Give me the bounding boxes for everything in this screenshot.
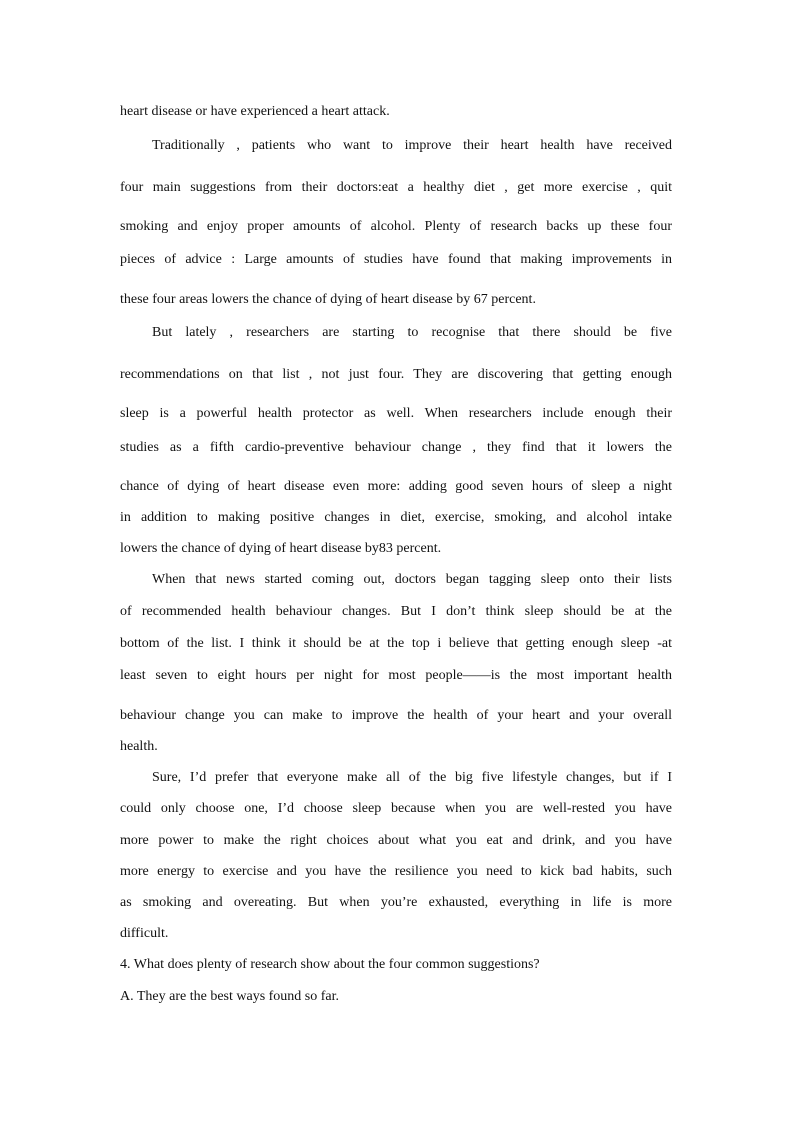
answer-option-a: A. They are the best ways found so far. bbox=[120, 989, 340, 1004]
passage-line: Traditionally , patients who want to improve their heart health have received bbox=[152, 138, 672, 153]
passage-line: these four areas lowers the chance of dying of heart disease by 67 percent. bbox=[120, 292, 536, 307]
passage-line: behaviour change you can make to improve the health of your heart and your overall bbox=[120, 708, 672, 723]
passage-line: Sure, I’d prefer that everyone make all of the big five lifestyle changes, but if I bbox=[152, 770, 672, 785]
passage-line: heart disease or have experienced a heart attack. bbox=[120, 104, 390, 119]
passage-line: pieces of advice : Large amounts of studies have found that making improvements in bbox=[120, 252, 672, 267]
passage-line: smoking and enjoy proper amounts of alcohol. Plenty of research backs up these four bbox=[120, 219, 672, 234]
passage-line: health. bbox=[120, 739, 158, 754]
passage-line: But lately , researchers are starting to recognise that there should be five bbox=[152, 325, 672, 340]
passage-line: recommendations on that list , not just four. They are discovering that getting enough bbox=[120, 367, 672, 382]
passage-line: difficult. bbox=[120, 926, 169, 941]
passage-line: four main suggestions from their doctors:eat a healthy diet , get more exercise , quit bbox=[120, 180, 672, 195]
passage-line: sleep is a powerful health protector as well. When researchers include enough their bbox=[120, 406, 672, 421]
passage-line: of recommended health behaviour changes. But I don’t think sleep should be at the bbox=[120, 604, 672, 619]
passage-line: chance of dying of heart disease even more: adding good seven hours of sleep a night bbox=[120, 479, 672, 494]
passage-line: could only choose one, I’d choose sleep because when you are well-rested you have bbox=[120, 801, 672, 816]
passage-line: When that news started coming out, doctors began tagging sleep onto their lists bbox=[152, 572, 672, 587]
passage-line: studies as a fifth cardio-preventive behaviour change , they find that it lowers the bbox=[120, 440, 672, 455]
passage-line: bottom of the list. I think it should be at the top i believe that getting enough sleep -at bbox=[120, 636, 672, 651]
question-stem: 4. What does plenty of research show about the four common suggestions? bbox=[120, 957, 540, 972]
passage-line: more energy to exercise and you have the resilience you need to kick bad habits, such bbox=[120, 864, 672, 879]
passage-line: as smoking and overeating. But when you’re exhausted, everything in life is more bbox=[120, 895, 672, 910]
passage-line: least seven to eight hours per night for most people——is the most important health bbox=[120, 668, 672, 683]
passage-line: in addition to making positive changes in diet, exercise, smoking, and alcohol intake bbox=[120, 510, 672, 525]
passage-line: more power to make the right choices about what you eat and drink, and you have bbox=[120, 833, 672, 848]
passage-line: lowers the chance of dying of heart disease by83 percent. bbox=[120, 541, 442, 556]
